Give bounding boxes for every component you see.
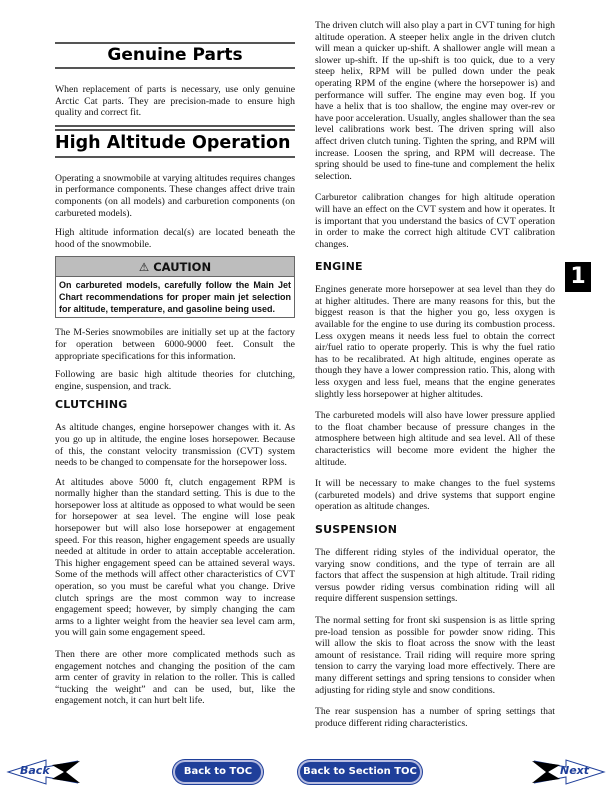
caution-text: On carbureted models, carefully follow the Main Jet Chart recommendations for proper main jet selection for altitude, temperature, and gasoline being used. <box>59 280 291 315</box>
paragraph: The driven clutch will also play a part in CVT tuning for high altitude operation. A steeper helix angle in the driven clutch will mean a quicker up-shift. A shallower angle will mean a slower up-shift. If the up-shift is too quick, due to a very steep helix, RPM will be pulled down under the peak operating RPM of the engine (where the horsepower is) and performance will suffer. The engine may even bog. If you have a helix that is too shallow, the engine may over-rev or have poor acceleration. Usually, angles shallower than the sea level calibrations work best. The driven spring will also affect driven clutch tuning. Tighten the spring, and RPM will increase. Loosen the spring, and RPM will decrease. The spring should be used to fine-tune and complement the helix selection. <box>315 20 555 182</box>
paragraph: The normal setting for front ski suspension is as little spring pre-load tension as possible for powder snow riding. This will allow the skis to float across the snow with the least amount of resistance. Trail riding will require more spring tension to carry the varying load more effectively. There are many different settings and spring tensions to consider when adjusting for riding style and snow conditions. <box>315 614 555 696</box>
right-column <box>315 20 555 739</box>
paragraph: As altitude changes, engine horsepower changes with it. As you go up in altitude, the engine loses horsepower. Because of this, the constant velocity transmission (CVT) system needs to be changed to compensate for the horsepower loss. <box>55 422 295 469</box>
section-title-genuine-parts: Genuine Parts <box>107 45 243 65</box>
caution-header: ⚠ CAUTION <box>56 257 294 277</box>
back-button[interactable] <box>6 757 86 787</box>
caution-box <box>55 256 295 318</box>
paragraph: Engines generate more horsepower at sea level than they do at higher altitudes. There are many reasons for this, but the biggest reason is that the higher you go, less oxygen is available for the engine to use during its combustion process. Less oxygen means it needs less fuel to obtain the correct air/fuel ratio to operate properly. This is why the fuel ratio has to be recalibrated. At high altitude, engines operate as though they have a lower compression ratio. This, along with less oxygen and less fuel, means that the engine generates slightly less horsepower at higher altitudes. <box>315 284 555 400</box>
heading-engine: ENGINE <box>315 260 363 274</box>
back-to-toc-button[interactable]: Back to TOC <box>175 762 261 782</box>
paragraph: Carburetor calibration changes for high altitude operation will have an effect on the CVT system and how it operates. It is important that you understand the basics of CVT operation in order to make the correct high altitude CVT calibration changes. <box>315 192 555 250</box>
paragraph: The carbureted models will also have lower pressure applied to the float chamber because of pressure changes in the atmosphere between high altitude and sea level. All of these characteristics will become more evident the higher the altitude. <box>315 410 555 468</box>
paragraph: When replacement of parts is necessary, use only genuine Arctic Cat parts. They are precision-made to ensure high quality and correct fit. <box>55 84 295 119</box>
heading-clutching: CLUTCHING <box>55 398 128 412</box>
paragraph: The M-Series snowmobiles are initially set up at the factory for operation between 6000-9000 feet. Consult the appropriate specifications for this information. <box>55 327 295 362</box>
section-tab: 1 <box>565 262 591 292</box>
heading-suspension: SUSPENSION <box>315 522 398 536</box>
divider <box>55 67 295 69</box>
paragraph: The different riding styles of the individual operator, the varying snow conditions, and the type of terrain are all factors that affect the suspension at high altitude. Trail riding versus powder riding versus combination riding will all require different suspension settings. <box>315 546 555 605</box>
divider <box>55 125 295 127</box>
divider <box>55 156 295 158</box>
next-button[interactable] <box>526 757 606 787</box>
paragraph: Following are basic high altitude theories for clutching, engine, suspension, and track. <box>55 369 295 392</box>
paragraph: Operating a snowmobile at varying altitudes requires changes in performance components. These changes affect drive train components (on all models) and carburetion components (on carbureted models). <box>55 172 295 219</box>
back-to-section-toc-button[interactable]: Back to Section TOC <box>300 762 420 782</box>
paragraph: Then there are other more complicated methods such as engagement notches and changing the position of the cam arm center of gravity in relation to the roller. This is called “tucking the weight” and can be used, but, like the engagement notch, it can hurt belt life. <box>55 649 295 707</box>
paragraph: It will be necessary to make changes to the fuel systems (carbureted models) and drive systems that support engine operation as altitude changes. <box>315 478 555 513</box>
section-title-high-altitude: High Altitude Operation <box>55 132 291 153</box>
next-label: Next <box>560 764 590 777</box>
paragraph: The rear suspension has a number of spring settings that produce different riding characteristics. <box>315 706 555 729</box>
paragraph: At altitudes above 5000 ft, clutch engagement RPM is normally higher than the standard setting. This is due to the horsepower loss at altitude as opposed to what would be seen for horsepower at sea level. The engine will lose peak horsepower but will also lose horsepower at engagement speed. For this reason, higher engagement speeds are usually needed at altitude in order to attain acceptable acceleration. This higher engagement speed can be attained several ways. Some of the methods will affect other characteristics of CVT operation, so you must be careful what you change. Drive clutch springs are the most common way to increase engagement speed; however, by simply changing the cam arms to a lighter weight from the heavier sea level cam arm, you will gain some engagement speed. <box>55 476 295 639</box>
left-column <box>55 42 295 717</box>
paragraph: High altitude information decal(s) are located beneath the hood of the snowmobile. <box>55 227 295 250</box>
back-label: Back <box>20 764 50 777</box>
